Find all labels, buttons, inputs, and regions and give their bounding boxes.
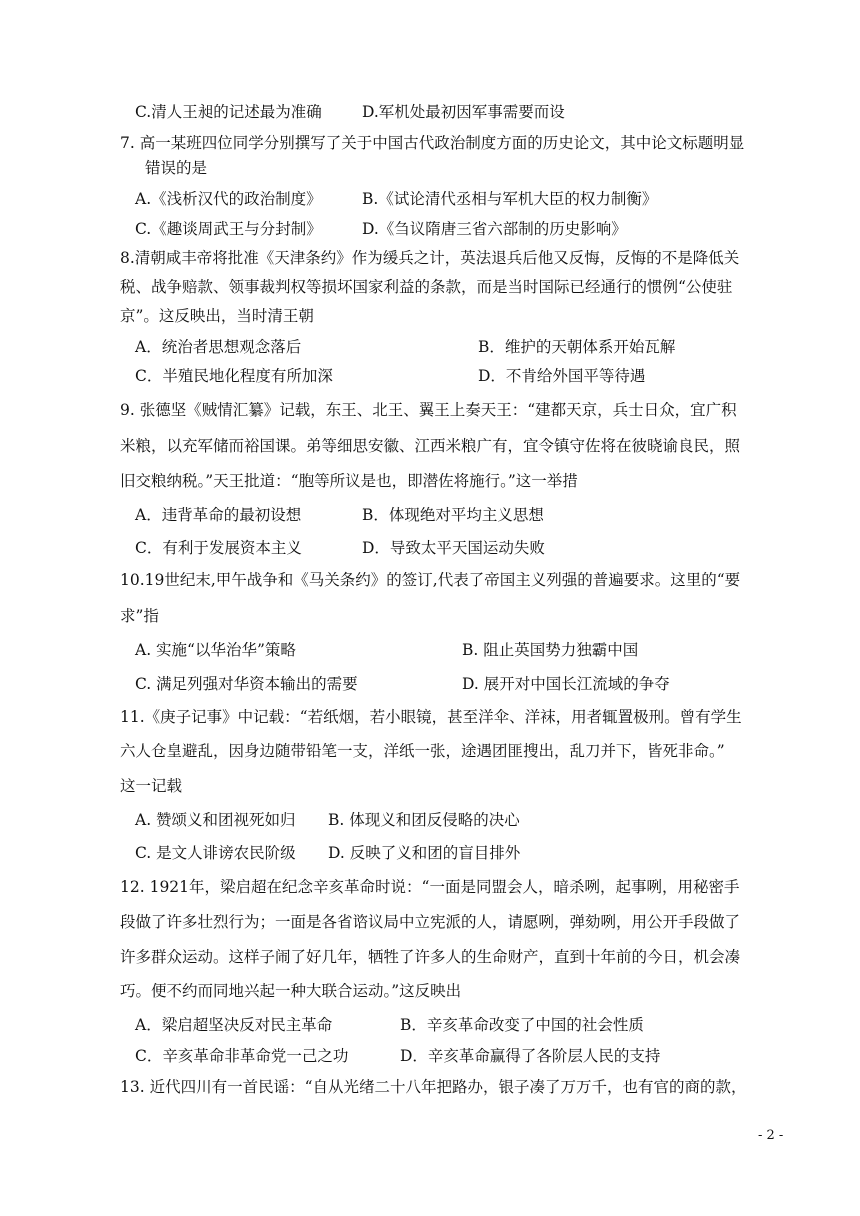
text-line: 段做了许多壮烈行为；一面是各省谘议局中立宪派的人，请愿咧，弹劾咧，用公开手段做了 bbox=[120, 913, 741, 931]
text-line: 错误的是 bbox=[145, 159, 208, 177]
text-line: 巧。便不约而同地兴起一种大联合运动。”这反映出 bbox=[120, 982, 462, 1000]
text-line: A．梁启超坚决反对民主革命 bbox=[135, 1016, 333, 1034]
text-line: 7. 高一某班四位同学分别撰写了关于中国古代政治制度方面的历史论文，其中论文标题明显 bbox=[120, 134, 745, 152]
text-line: 六人仓皇避乱，因身边随带铅笔一支，洋纸一张，途遇团匪搜出，乱刀并下，皆死非命。” bbox=[120, 742, 725, 760]
text-line: 8.清朝咸丰帝将批准《天津条约》作为缓兵之计，英法退兵后他又反悔，反悔的不是降低关 bbox=[120, 249, 740, 267]
text-line: C. 是文人诽谤农民阶级 bbox=[135, 844, 296, 862]
text-line: A. 实施“以华治华”策略 bbox=[135, 641, 296, 659]
text-line: 12. 1921年，梁启超在纪念辛亥革命时说：“一面是同盟会人，暗杀咧，起事咧，用秘密手 bbox=[120, 878, 740, 896]
option-text: D．不肯给外国平等待遇 bbox=[478, 367, 646, 385]
option-text: B．体现绝对平均主义思想 bbox=[362, 506, 544, 524]
text-line: A. 赞颂义和团视死如归 bbox=[135, 811, 296, 829]
text-line: 13. 近代四川有一首民谣：“自从光绪二十八年把路办，银子凑了万万千，也有官的商的款， bbox=[120, 1078, 747, 1096]
text-line: 这一记载 bbox=[120, 777, 183, 795]
option-text: B. 阻止英国势力独霸中国 bbox=[462, 641, 639, 659]
text-line: 求”指 bbox=[120, 607, 159, 625]
text-line: 10.19世纪末,甲午战争和《马关条约》的签订,代表了帝国主义列强的普遍要求。这里的“要 bbox=[120, 571, 741, 589]
page-number: - 2 - bbox=[758, 1128, 784, 1143]
option-text: B.《试论清代丞相与军机大臣的权力制衡》 bbox=[362, 190, 658, 208]
text-line: C. 满足列强对华资本输出的需要 bbox=[135, 675, 358, 693]
option-text: B. 体现义和团反侵略的决心 bbox=[328, 811, 520, 829]
option-text: D．辛亥革命赢得了各阶层人民的支持 bbox=[400, 1047, 661, 1065]
text-line: 税、战争赔款、领事裁判权等损坏国家利益的条款，而是当时国际已经通行的惯例“公使驻 bbox=[120, 278, 733, 296]
option-text: D. 反映了义和团的盲目排外 bbox=[328, 844, 521, 862]
option-text: B．辛亥革命改变了中国的社会性质 bbox=[400, 1016, 644, 1034]
text-line: C．半殖民地化程度有所加深 bbox=[135, 367, 333, 385]
text-line: A．统治者思想观念落后 bbox=[135, 338, 302, 356]
option-text: B．维护的天朝体系开始瓦解 bbox=[478, 338, 676, 356]
option-text: D. 展开对中国长江流域的争夺 bbox=[462, 675, 670, 693]
option-text: D．导致太平天国运动失败 bbox=[362, 539, 545, 557]
text-line: 旧交粮纳税。”天王批道：“胞等所议是也，即潜佐将施行。”这一举措 bbox=[120, 472, 578, 490]
text-line: C．辛亥革命非革命党一己之功 bbox=[135, 1047, 349, 1065]
text-line: 11.《庚子记事》中记载：“若纸烟，若小眼镜，甚至洋伞、洋袜，用者辄置极刑。曾有学生 bbox=[120, 708, 742, 726]
text-line: A.《浅析汉代的政治制度》 bbox=[135, 190, 322, 208]
text-line: C.清人王昶的记述最为准确 bbox=[135, 103, 322, 121]
option-text: D.《刍议隋唐三省六部制的历史影响》 bbox=[362, 220, 627, 238]
text-line: C．有利于发展资本主义 bbox=[135, 539, 302, 557]
text-line: 9. 张德坚《贼情汇纂》记载，东王、北王、翼王上奏天王：“建都天京，兵士日众，宜广积 bbox=[120, 401, 737, 419]
option-text: D.军机处最初因军事需要而设 bbox=[362, 103, 565, 121]
text-line: 京”。这反映出，当时清王朝 bbox=[120, 307, 314, 325]
text-line: 许多群众运动。这样子闹了好几年，牺牲了许多人的生命财产，直到十年前的今日，机会凑 bbox=[120, 948, 741, 966]
text-line: C.《趣谈周武王与分封制》 bbox=[135, 220, 322, 238]
text-line: A．违背革命的最初设想 bbox=[135, 506, 302, 524]
text-line: 米粮，以充军储而裕国课。弟等细思安徽、江西米粮广有，宜令镇守佐将在彼晓谕良民，照 bbox=[120, 437, 741, 455]
